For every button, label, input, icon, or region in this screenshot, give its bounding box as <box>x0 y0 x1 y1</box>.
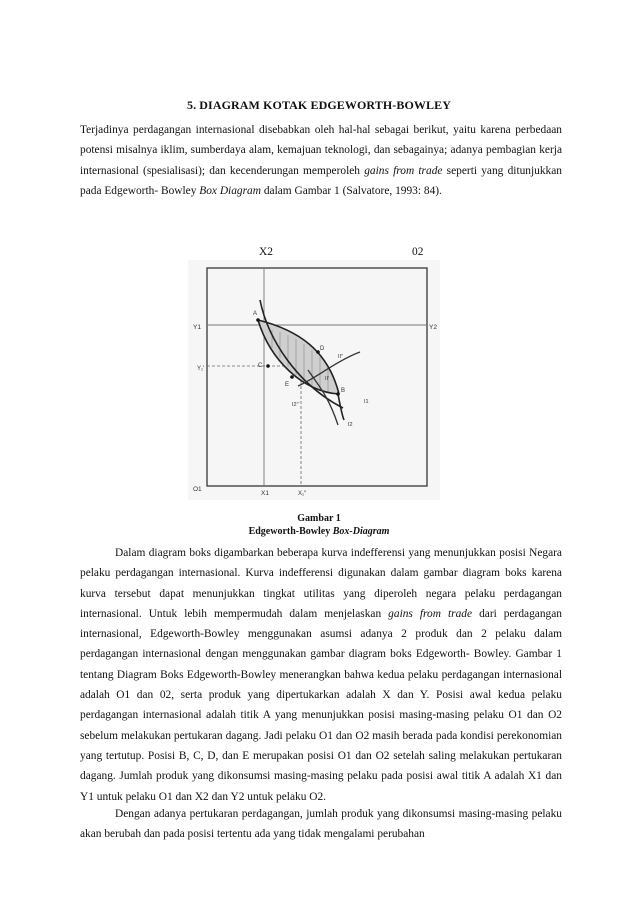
label-e: E <box>285 382 290 388</box>
caption-line-1: Gambar 1 <box>297 513 341 524</box>
point-e <box>290 375 294 379</box>
label-y1-prime: Y₁′ <box>197 366 205 372</box>
label-y1: Y1 <box>193 324 201 331</box>
point-a <box>256 318 260 322</box>
label-b: B <box>341 388 346 394</box>
label-i2: I2 <box>348 422 353 428</box>
intro-italic-gains: gains from trade <box>364 164 443 177</box>
intro-text-3: dalam Gambar 1 (Salvatore, 1993: 84). <box>260 184 442 197</box>
point-b <box>336 392 340 396</box>
body-p1-italic: gains from trade <box>388 607 473 620</box>
caption-line-2 <box>0 525 638 538</box>
figure-label-x2: X2 <box>259 246 273 258</box>
body-p1-text-a: Dalam diagram boks digambarkan beberapa kurva indefferensi yang menunjukkan posisi Negara pelaku perdagangan internasional. Kurva indefferensi digunakan dalam gambar diagram boks karena kurva tersebut dapat menunjukkan tingkat utilitas yang diperoleh negara pelaku perdagangan internasional. Untuk lebih mempermudah dalam menjelaskan <box>80 547 562 620</box>
intro-text-2: seperti yang ditunjukkan pada Edgeworth- Bowley <box>80 164 562 197</box>
body-paragraph-1 <box>80 543 562 807</box>
label-x1-prime: X₁′′ <box>298 491 307 497</box>
section-heading: 5. DIAGRAM KOTAK EDGEWORTH-BOWLEY <box>186 98 451 112</box>
intro-paragraph <box>80 120 562 201</box>
figure-label-o2: 02 <box>412 246 424 258</box>
caption-italic-text: Box-Diagram <box>332 526 390 537</box>
intro-italic-box: Box Diagram <box>199 184 261 197</box>
edgeworth-box-diagram <box>188 260 448 505</box>
label-d: D <box>320 346 325 352</box>
label-a: A <box>253 311 258 317</box>
label-ii-double-prime: II′′ <box>338 354 344 360</box>
body-paragraph-2: Dengan adanya pertukaran perdagangan, jumlah produk yang dikonsumsi masing-masing pelaku akan berubah dan pada posisi tertentu ada yang tidak mengalami perubahan <box>80 808 562 841</box>
label-i2-double-prime: I2′′ <box>292 402 299 408</box>
label-y2: Y2 <box>429 324 437 331</box>
intro-text-1: Terjadinya perdagangan internasional disebabkan oleh hal-hal sebagai berikut, yaitu karena perbedaan potensi misalnya iklim, sumberdaya alam, kemajuan teknologi, dan sebagainya; adanya pembagian kerja internasional (spesialisasi); dan kecenderungan memperoleh <box>80 124 562 177</box>
point-c <box>266 364 270 368</box>
caption-plain-text: Edgeworth-Bowley <box>248 526 333 537</box>
figure-caption <box>0 512 638 538</box>
label-i1: I1 <box>364 399 369 405</box>
label-c: C <box>258 363 263 369</box>
label-ii-prime: II′ <box>325 376 330 382</box>
label-x1: X1 <box>261 490 269 497</box>
body-p1-text-b: dari perdagangan internasional, Edgeworth-Bowley menggunakan asumsi adanya 2 produk dan 2 pelaku dalam perdagangan internasional dengan menggunakan gambar diagram boks Edgeworth- Bowley. Gambar 1 tentang Diagram Boks Edgeworth-Bowley menerangkan bahwa kedua pelaku perdagangan internasional adalah O1 dan 02, serta produk yang dipertukarkan adalah X dan Y. Posisi awal kedua pelaku perdagangan internasional adalah titik A yang menunjukkan posisi masing-masing pelaku O1 dan O2 sebelum melakukan pertukaran dagang. Jadi pelaku O1 dan O2 masih berada pada kondisi perekonomian yang tertutup. Posisi B, C, D, dan E merupakan posisi O1 dan O2 setelah saling melakukan pertukaran dagang. Jumlah produk yang dikonsumsi masing-masing pelaku pada posisi awal titik A adalah X1 dan Y1 untuk pelaku O1 dan X2 dan Y2 untuk pelaku O2. <box>80 607 562 803</box>
label-o1: O1 <box>193 486 202 493</box>
